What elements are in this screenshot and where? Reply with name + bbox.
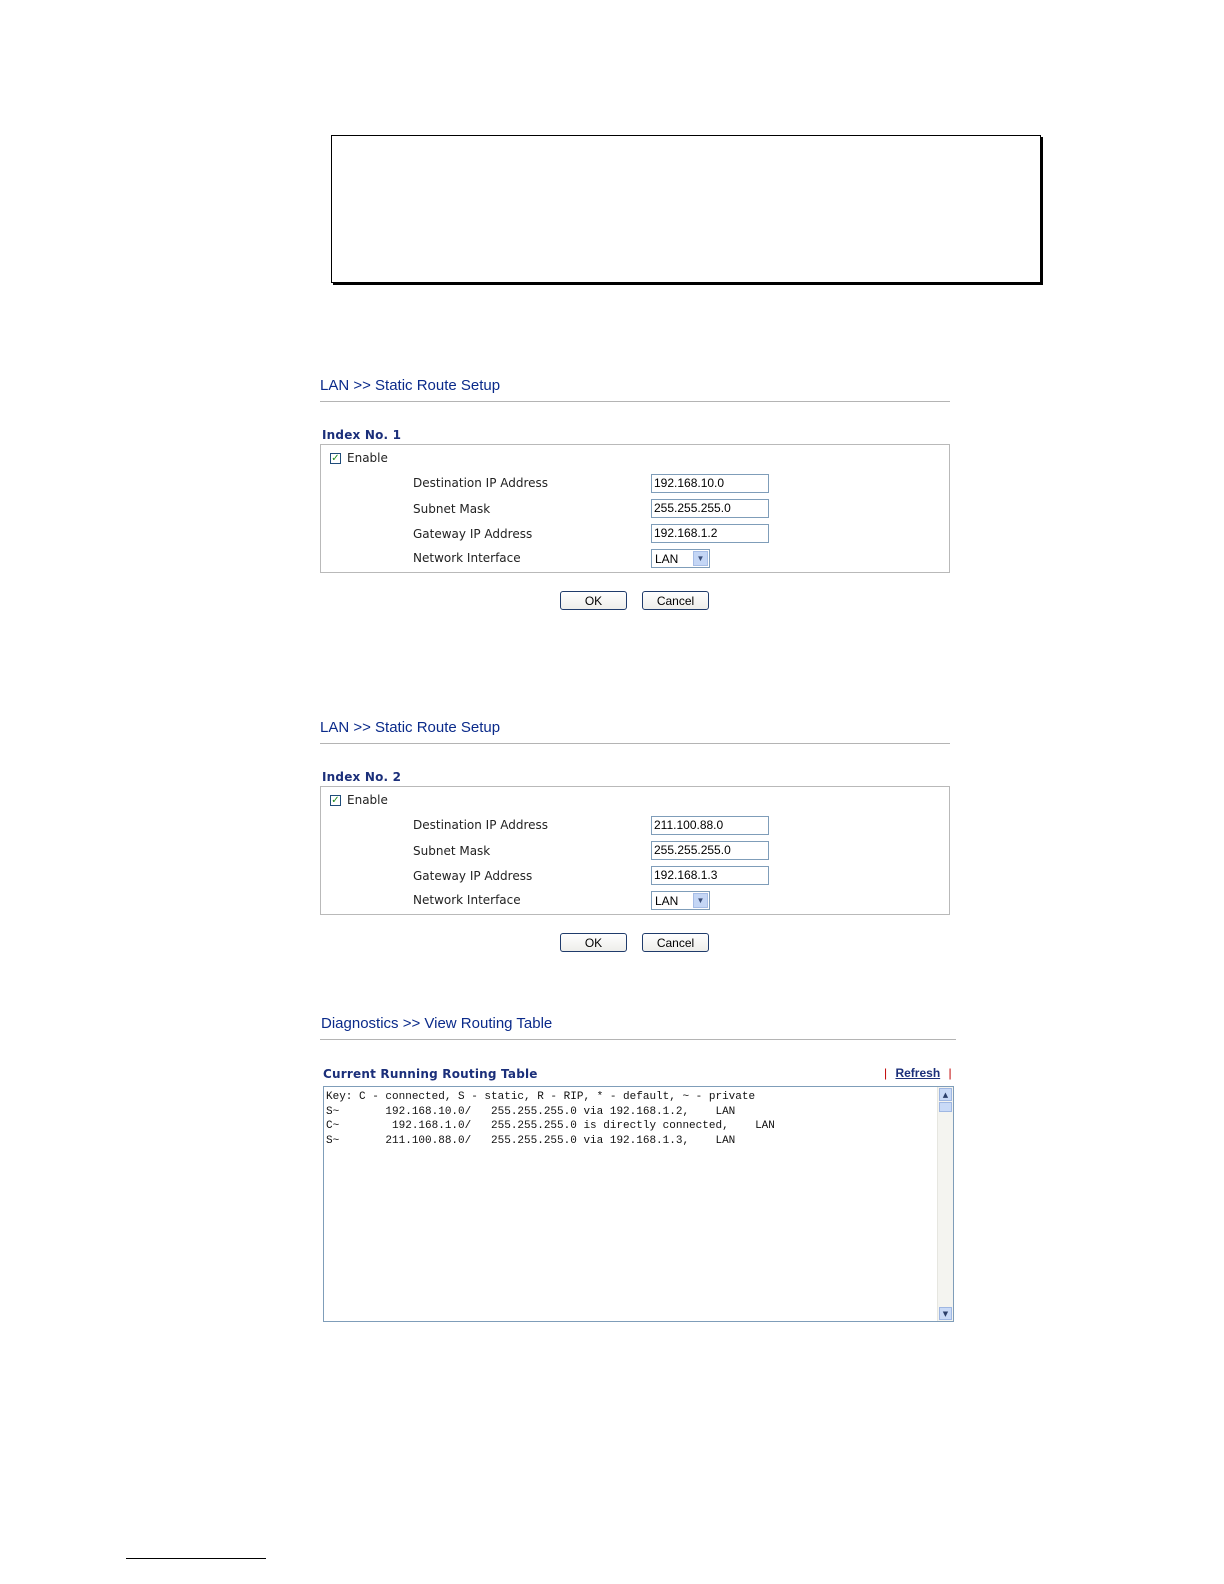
vertical-scrollbar[interactable]: [937, 1087, 953, 1321]
arrow-up-icon[interactable]: ▲: [939, 1088, 952, 1101]
enable-checkbox[interactable]: [330, 795, 341, 806]
routing-line: S~ 211.100.88.0/ 255.255.255.0 via 192.168.1.3, LAN: [326, 1134, 736, 1147]
ok-button[interactable]: OK: [560, 591, 627, 610]
enable-checkbox[interactable]: [330, 453, 341, 464]
subnet-mask-input[interactable]: 255.255.255.0: [651, 499, 769, 518]
subnet-mask-label: Subnet Mask: [413, 502, 491, 516]
title-divider: [320, 1039, 956, 1040]
title-divider: [320, 401, 950, 402]
route-form-frame: [320, 444, 950, 573]
enable-label: Enable: [347, 451, 388, 465]
network-interface-select[interactable]: [651, 549, 710, 568]
routing-line: S~ 192.168.10.0/ 255.255.255.0 via 192.168.1.2, LAN: [326, 1105, 736, 1118]
network-interface-value: LAN: [655, 893, 679, 908]
cancel-button[interactable]: Cancel: [642, 933, 709, 952]
index-label: Index No. 1: [322, 428, 402, 442]
routing-line: Key: C - connected, S - static, R - RIP, * - default, ~ - private: [326, 1091, 756, 1103]
destination-ip-label: Destination IP Address: [413, 476, 549, 490]
refresh-link-bar: [884, 1066, 952, 1080]
network-interface-select[interactable]: [651, 891, 710, 910]
arrow-down-icon[interactable]: ▼: [939, 1307, 952, 1320]
enable-label: Enable: [347, 793, 388, 807]
routing-table-content: [324, 1087, 953, 1151]
destination-ip-input[interactable]: 192.168.10.0: [651, 474, 769, 493]
scrollbar-thumb[interactable]: [939, 1102, 952, 1112]
cancel-button[interactable]: Cancel: [642, 591, 709, 610]
destination-ip-label: Destination IP Address: [413, 818, 549, 832]
chevron-down-icon[interactable]: ▼: [693, 893, 708, 908]
route-form-frame: [320, 786, 950, 915]
chevron-down-icon[interactable]: ▼: [693, 551, 708, 566]
diagnostics-title: Diagnostics >> View Routing Table: [321, 1015, 553, 1032]
routing-table-label: Current Running Routing Table: [323, 1067, 538, 1081]
gateway-ip-input[interactable]: 192.168.1.3: [651, 866, 769, 885]
ok-button[interactable]: OK: [560, 933, 627, 952]
network-interface-label: Network Interface: [413, 551, 521, 565]
gateway-ip-label: Gateway IP Address: [413, 527, 533, 541]
network-interface-label: Network Interface: [413, 893, 521, 907]
separator: |: [948, 1066, 952, 1080]
note-box: [331, 135, 1041, 283]
subnet-mask-label: Subnet Mask: [413, 844, 491, 858]
footnote-rule: [126, 1558, 266, 1559]
separator: |: [884, 1066, 888, 1080]
gateway-ip-input[interactable]: 192.168.1.2: [651, 524, 769, 543]
title-divider: [320, 743, 950, 744]
destination-ip-input[interactable]: 211.100.88.0: [651, 816, 769, 835]
index-label: Index No. 2: [322, 770, 402, 784]
routing-table-textarea[interactable]: [323, 1086, 954, 1322]
refresh-link[interactable]: Refresh: [895, 1066, 941, 1080]
gateway-ip-label: Gateway IP Address: [413, 869, 533, 883]
checkmark-icon: ✓: [331, 452, 340, 464]
checkmark-icon: ✓: [331, 794, 340, 806]
routing-line: C~ 192.168.1.0/ 255.255.255.0 is directly connected, LAN: [326, 1120, 775, 1132]
page-title: LAN >> Static Route Setup: [320, 377, 501, 394]
subnet-mask-input[interactable]: 255.255.255.0: [651, 841, 769, 860]
network-interface-value: LAN: [655, 551, 679, 566]
page-title: LAN >> Static Route Setup: [320, 719, 501, 736]
